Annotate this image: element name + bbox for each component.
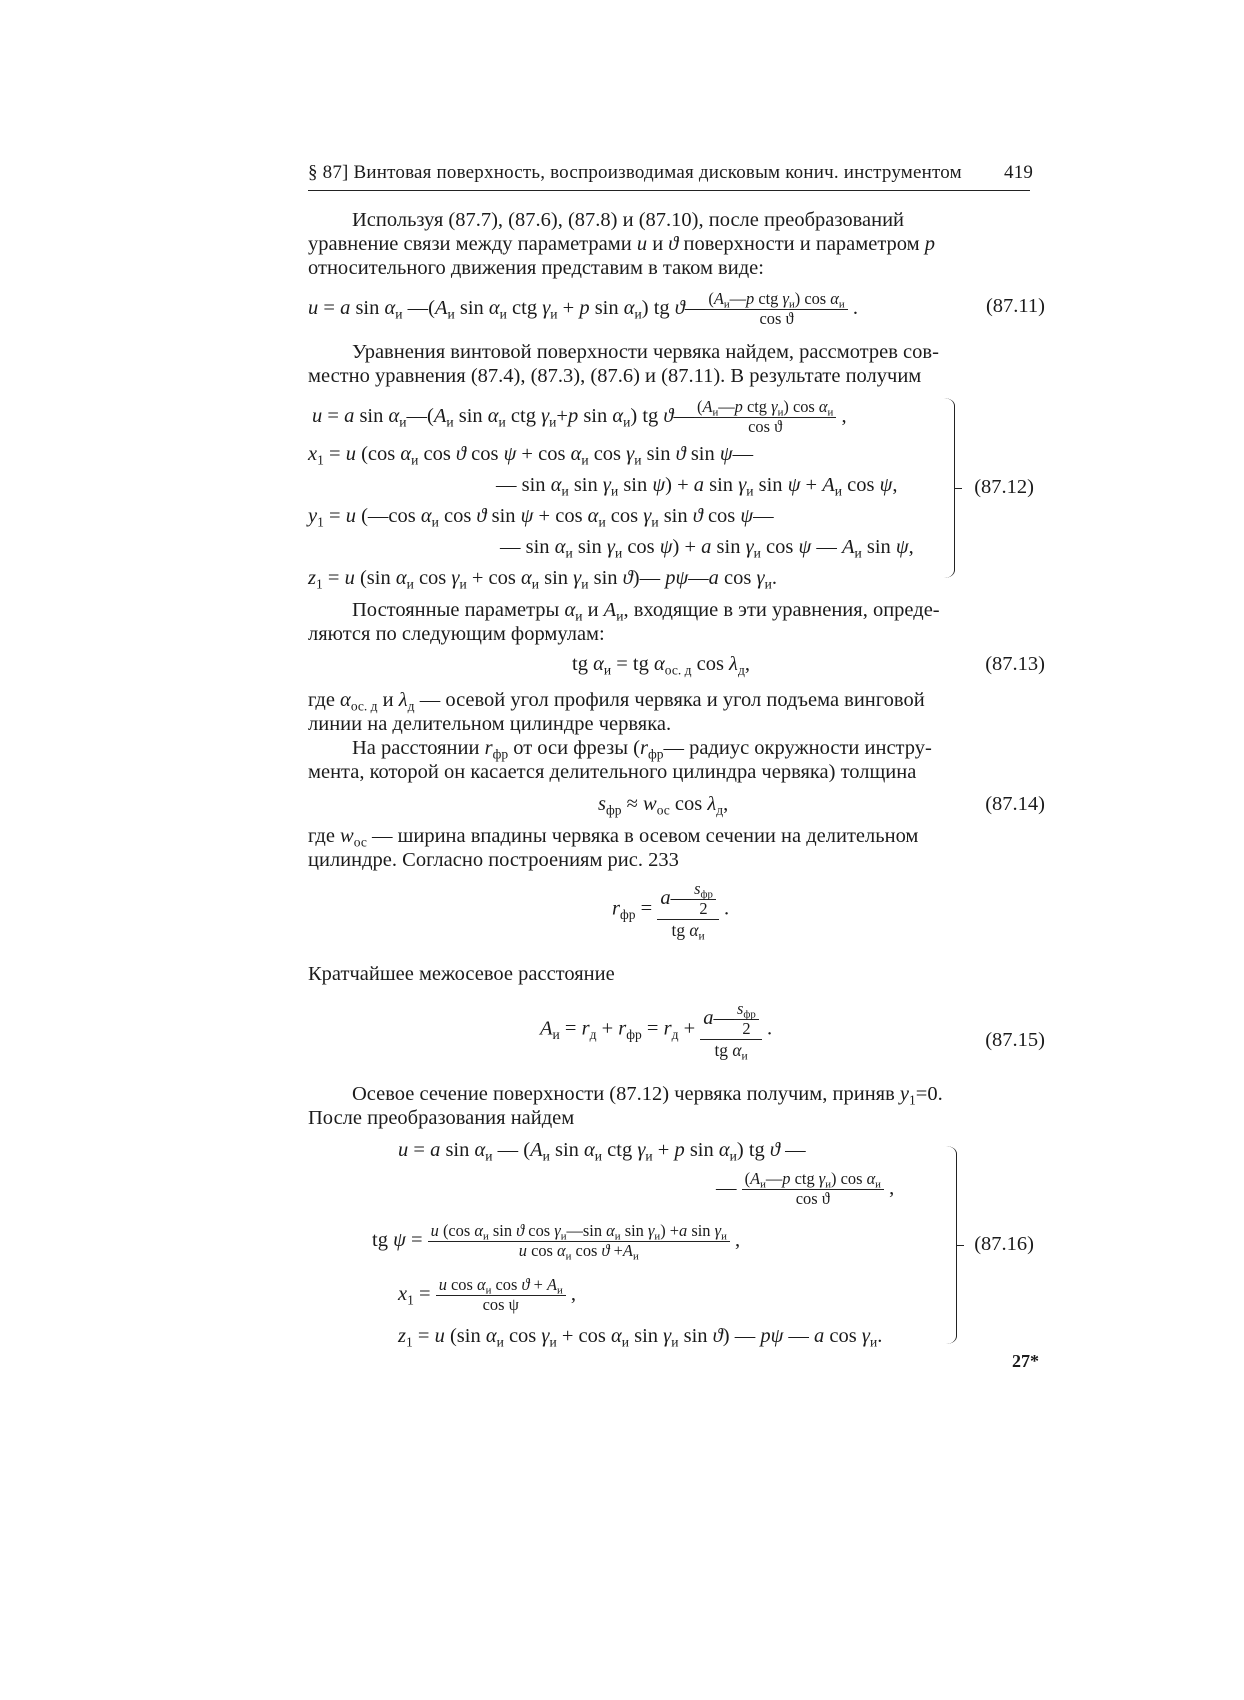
equation-87-16-line-4: $x_1$ = $\frac{u \cos \alpha_и \cos ϑ + A_и}{\text{cos ψ}}$ , (398, 1275, 577, 1314)
text-line: Осевое сечение поверхности (87.12) червяка получим, приняв $y_1=0$. (352, 1083, 943, 1108)
text-line: Уравнения винтовой поверхности червяка найдем, рассмотрев сов- (352, 341, 939, 363)
equation-87-12-line-2: $x_1 = u$ (cos $\alpha_и$ cos ϑ $\cos \psi + \cos \alpha_и$ $\cos \gamma_и$ sin ϑ sin ψ— (308, 443, 754, 468)
equation-number: (87.11) (985, 295, 1045, 317)
text-line: местно уравнения (87.4), (87.3), (87.6) и (87.11). В результате получим (308, 365, 922, 387)
equation-number: (87.16) (974, 1233, 1034, 1255)
text-line: На расстоянии $r_{фр}$ от оси фрезы ($r_{фр}—$ радиус окружности инстру- (352, 737, 932, 762)
text-line: где $\alpha_{ос. д}$ и $\lambda_д$ — осевой угол профиля червяка и угол подъема винговой (308, 689, 925, 714)
text-line: Используя (87.7), (87.6), (87.8) и (87.10), после преобразований (352, 209, 905, 231)
equation-87-12-line-6: $z_1 = u$ (sin $\alpha_и$ $\cos \gamma_и + \cos \alpha_и$ $\sin \gamma_и$ sin ϑ)— pψ—a $\cos \gamma_и$. (308, 567, 777, 592)
running-header (308, 163, 962, 182)
equation-87-12-line-4: $y_1 = u$ (—cos $\alpha_и$ cos ϑ $\sin \psi + \cos \alpha_и$ $\cos \gamma_и$ sin ϑ cos ψ— (308, 505, 774, 530)
text-line: Постоянные параметры $\alpha_и$ и $A_и$, входящие в эти уравнения, опреде- (352, 599, 940, 624)
signature-mark: 27* (1012, 1351, 1039, 1371)
equation-87-14: $s_{фр} \approx w_{ос}$ $\cos \lambda_д$, (598, 793, 729, 818)
equation-87-11: u = a $\sin \alpha_и$ $—(A_и$ $\sin \alpha_и$ ctg $\gamma_и + p$ $\sin \alpha_и$) tg ϑ— $\frac{(A_и—p ctg \gamma_и) \cos \alpha_и}{\text{cos ϑ}}$ . (308, 289, 858, 328)
equation-number: (87.15) (985, 1029, 1045, 1051)
equation-87-15: $A_и = r_д + r_{фр} = r_д$ + a— $\frac{s_{фр}}{2}$ tg $\alpha_и$ . (540, 999, 773, 1063)
equation-87-13: tg $\alpha_и$ = tg $\alpha_{ос. д}$ $\cos \lambda_д$, (572, 653, 750, 678)
text-line: мента, которой он касается делительного цилиндра червяка) толщина (308, 761, 917, 783)
equation-r-fr: $r_{фр}$ = a— $\frac{s_{фр}}{2}$ tg $\alpha_и$ . (612, 879, 730, 943)
header-section: § 87] (308, 162, 349, 183)
equation-number: (87.14) (985, 793, 1045, 815)
equation-87-16-line-2: — $\frac{(A_и—p ctg \gamma_и) \cos \alpha_и}{\text{cos ϑ}}$ , (716, 1169, 895, 1208)
text-line: цилиндре. Согласно построениям рис. 233 (308, 849, 679, 871)
equation-87-16-line-3: tg ψ = $\frac{u (\cos \alpha_и \sin ϑ \cos \gamma_и—\sin \alpha_и \sin \gamma_и) +a \sin \gamma_и}{u \cos \alpha_и \cos ϑ +A_и}$ , (372, 1221, 741, 1263)
header-title: Винтовая поверхность, воспроизводимая дисковым конич. инструментом (353, 162, 962, 183)
text-line: ляются по следующим формулам: (308, 623, 605, 645)
equation-87-12-line-5: — $\sin \alpha_и$ $\sin \gamma_и$ cos ψ) + a $\sin \gamma_и$ cos ψ — $A_и$ sin ψ, (500, 536, 914, 561)
header-page-number: 419 (1004, 162, 1034, 183)
header-rule (308, 190, 1030, 191)
text-line: После преобразования найдем (308, 1107, 575, 1129)
text-line: линии на делительном цилиндре червяка. (308, 713, 672, 735)
text-line: уравнение связи между параметрами u и ϑ поверхности и параметром p (308, 233, 935, 255)
equation-87-16-line-1: u = a $\sin \alpha_и$ — ($A_и$ $\sin \alpha_и$ ctg $\gamma_и + p$ $\sin \alpha_и$) tg ϑ — (398, 1139, 806, 1164)
text-line: где $w_{ос}$ — ширина впадины червяка в осевом сечении на делительном (308, 825, 919, 850)
text-line: Кратчайшее межосевое расстояние (308, 963, 615, 985)
equation-87-16-line-5: $z_1 = u$ (sin $\alpha_и$ $\cos \gamma_и + \cos \alpha_и$ $\sin \gamma_и$ sin ϑ) — pψ — a $\cos \gamma_и$. (398, 1325, 883, 1350)
equation-number: (87.13) (985, 653, 1045, 675)
equation-87-12-line-3: — $\sin \alpha_и$ $\sin \gamma_и$ sin ψ) + a $\sin \gamma_и$ $\sin \psi + A_и$ cos ψ, (496, 474, 898, 499)
equation-number: (87.12) (974, 476, 1034, 498)
equation-87-12-line-1: u = a $\sin \alpha_и—(A_и$ $\sin \alpha_и$ ctg $\gamma_и+p$ $\sin \alpha_и$) tg ϑ— $\frac{(A_и—p ctg \gamma_и) \cos \alpha_и}{\text{cos ϑ}}$ , (312, 397, 847, 436)
text-line: относительного движения представим в таком виде: (308, 257, 764, 279)
